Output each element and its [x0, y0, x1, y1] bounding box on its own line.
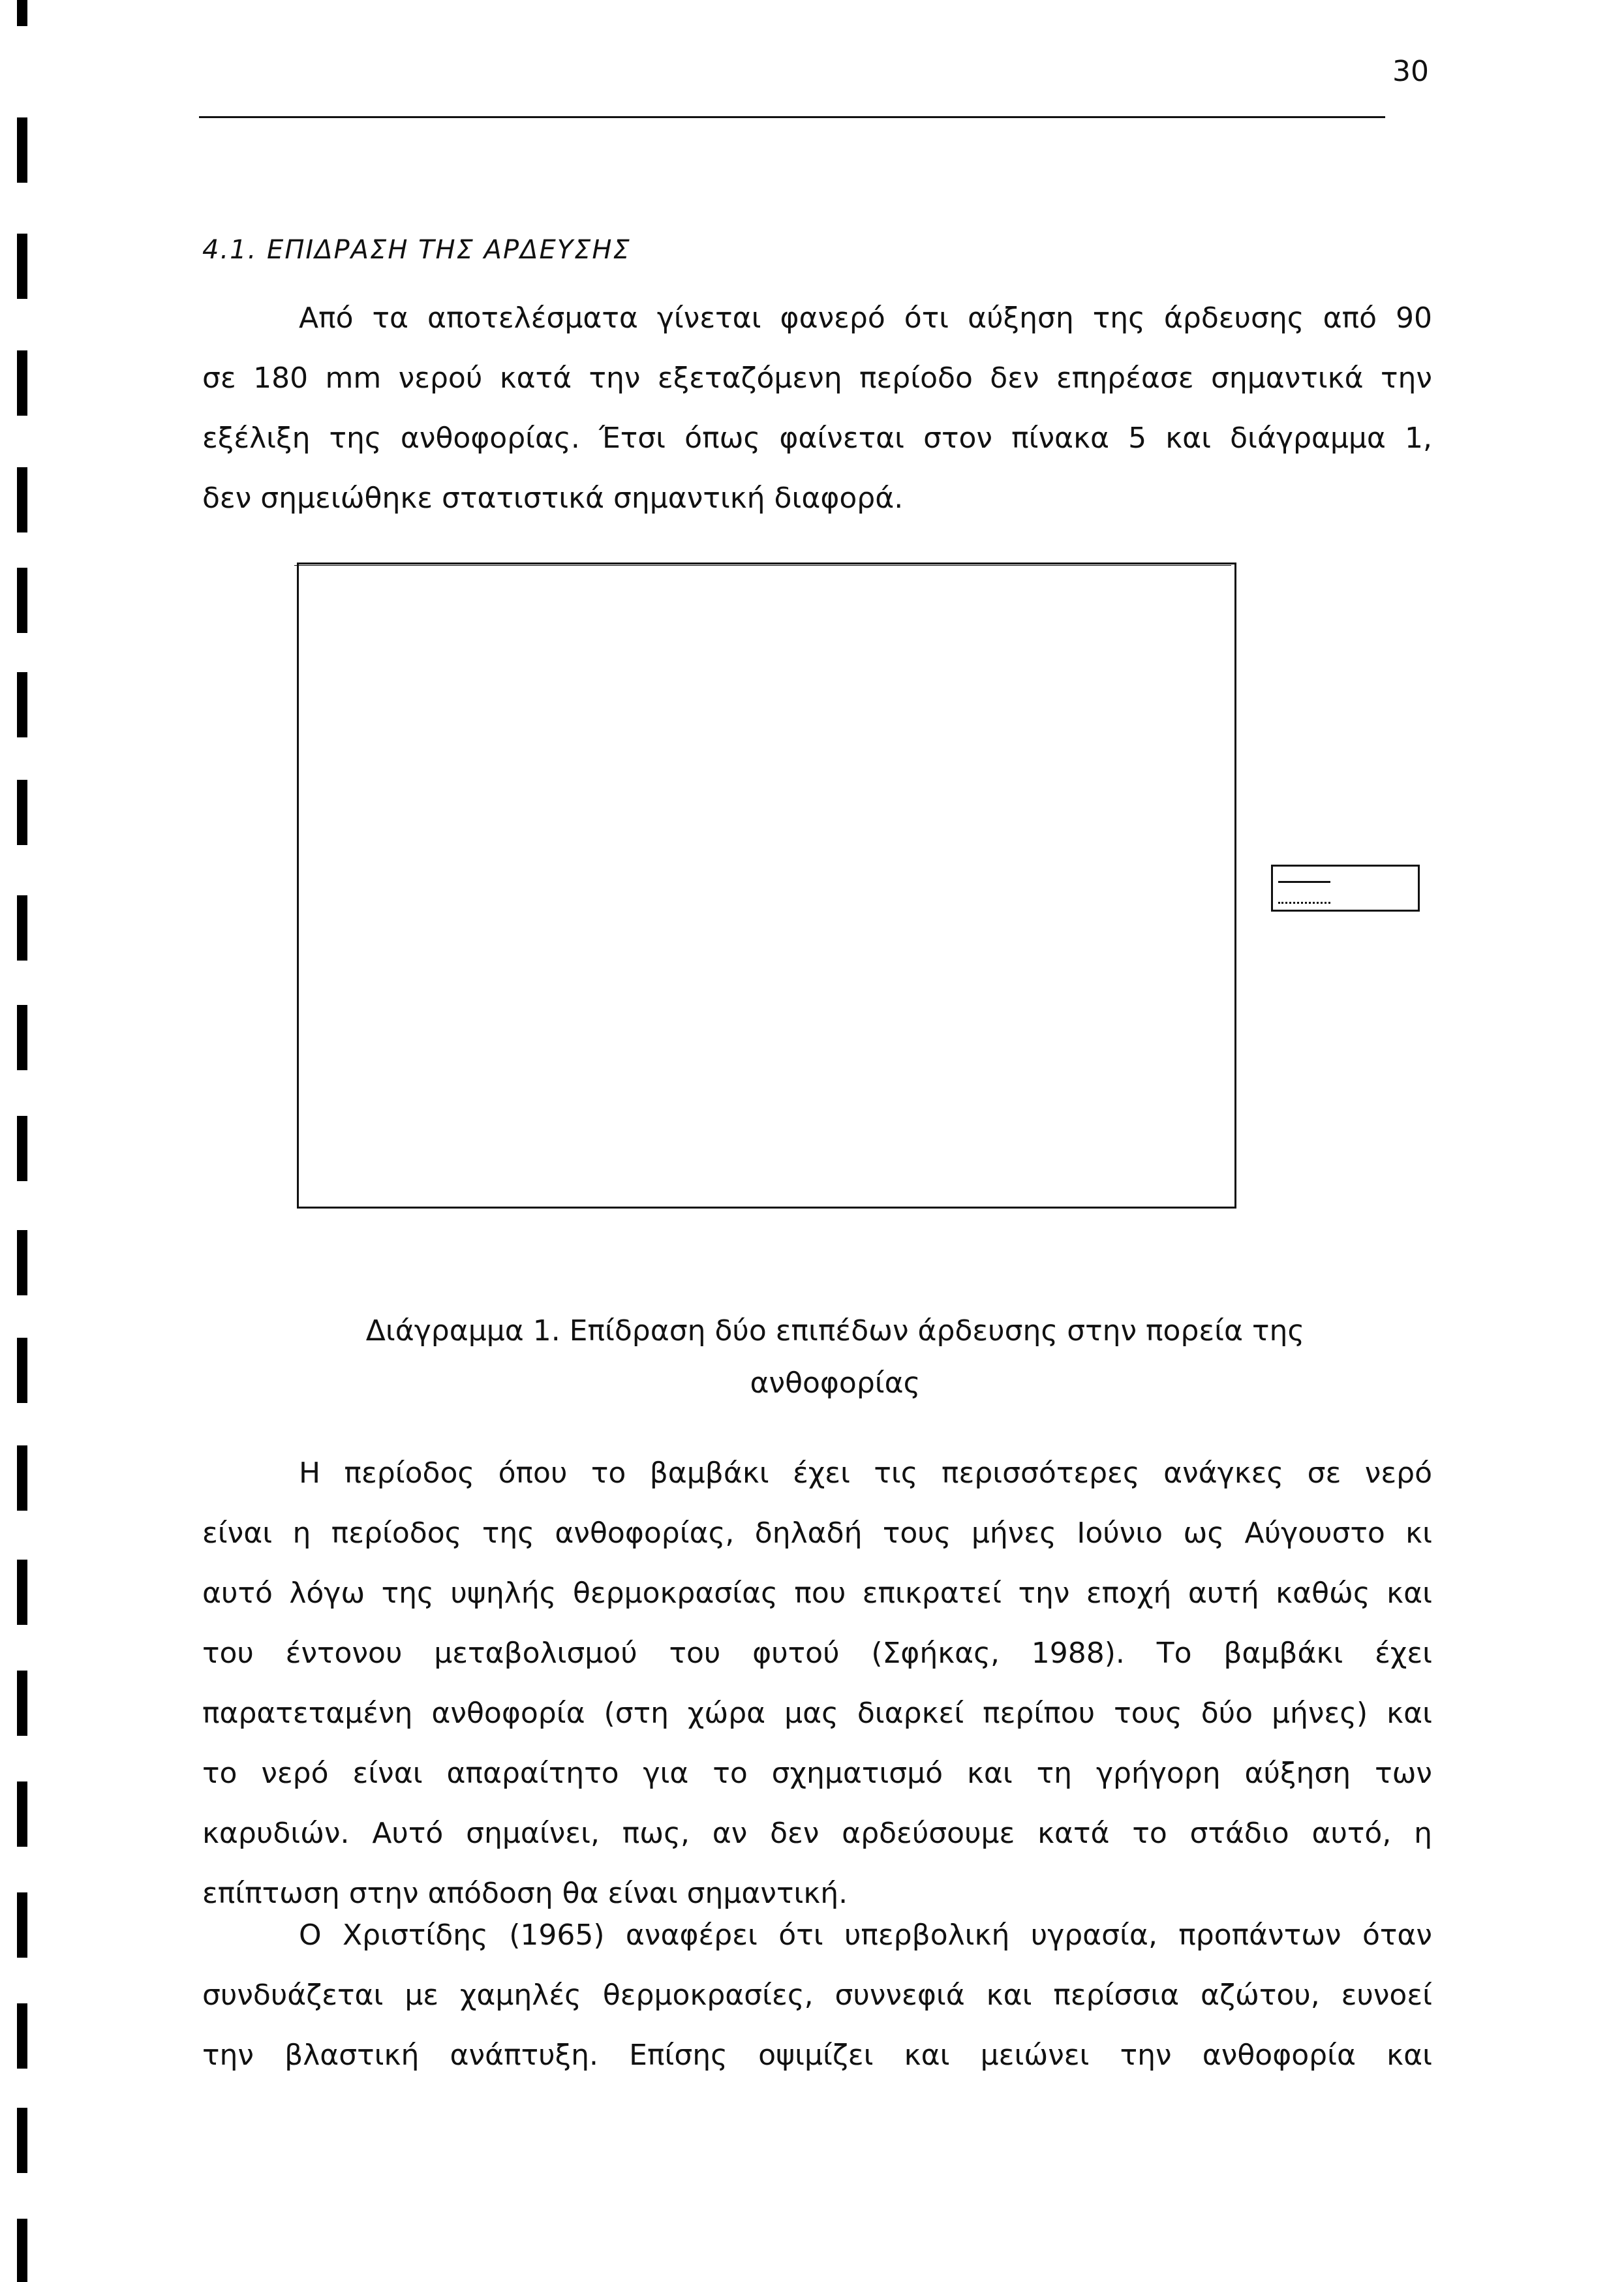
paragraph-line: συνδυάζεται με χαμηλές θερμοκρασίες, συννεφιά και περίσσια αζώτου, ευνοεί: [202, 1979, 1432, 2012]
binding-mark: [17, 2108, 27, 2173]
paragraph-line: είναι η περίοδος της ανθοφορίας, δηλαδή τους μήνες Ιούνιο ως Αύγουστο κι: [202, 1517, 1432, 1550]
binding-mark: [17, 1892, 27, 1958]
paragraph-line: του έντονου μεταβολισμού του φυτού (Σφήκας, 1988). Το βαμβάκι έχει: [202, 1637, 1432, 1670]
binding-mark: [17, 1671, 27, 1736]
paragraph-line: το νερό είναι απαραίτητο για το σχηματισμό και τη γρήγορη αύξηση των: [202, 1757, 1432, 1790]
body-paragraph: [202, 1905, 1432, 2086]
page-number: 30: [1392, 55, 1429, 88]
binding-mark: [17, 2219, 27, 2282]
binding-mark: [17, 568, 27, 633]
paragraph-line: Η περίοδος όπου το βαμβάκι έχει τις περισσότερες ανάγκες σε νερό: [299, 1457, 1432, 1490]
binding-mark: [17, 350, 27, 416]
binding-mark: [17, 1116, 27, 1181]
binding-mark: [17, 1781, 27, 1847]
paragraph-line: δεν σημειώθηκε στατιστικά σημαντική διαφορά.: [202, 482, 904, 515]
binding-mark: [17, 117, 27, 183]
binding-mark: [17, 2003, 27, 2069]
chart-legend: [1271, 865, 1420, 912]
paragraph-line: την βλαστική ανάπτυξη. Επίσης οψιμίζει και μειώνει την ανθοφορία και: [202, 2039, 1432, 2072]
binding-mark: [17, 780, 27, 845]
section-heading: 4.1. ΕΠΙΔΡΑΣΗ ΤΗΣ ΑΡΔΕΥΣΗΣ: [202, 235, 631, 265]
legend-solid-line: [1278, 881, 1330, 883]
binding-mark: [17, 1560, 27, 1625]
binding-mark: [17, 1005, 27, 1070]
binding-mark: [17, 1338, 27, 1403]
paragraph-line: επίπτωση στην απόδοση θα είναι σημαντική.: [202, 1877, 848, 1910]
paragraph-line: καρυδιών. Αυτό σημαίνει, πως, αν δεν αρδεύσουμε κατά το στάδιο αυτό, η: [202, 1817, 1432, 1850]
chart-frame: [297, 563, 1236, 1209]
paragraph-line: αυτό λόγω της υψηλής θερμοκρασίας που επικρατεί την εποχή αυτή καθώς και: [202, 1577, 1432, 1610]
binding-mark: [17, 0, 27, 26]
paragraph-line: σε 180 mm νερού κατά την εξεταζόμενη περίοδο δεν επηρέασε σημαντικά την: [202, 362, 1432, 395]
paragraph-line: εξέλιξη της ανθοφορίας. Έτσι όπως φαίνεται στον πίνακα 5 και διάγραμμα 1,: [202, 422, 1432, 455]
intro-paragraph: [202, 288, 1432, 529]
caption-line: ανθοφορίας: [750, 1366, 921, 1400]
binding-mark: [17, 1445, 27, 1511]
binding-mark: [17, 234, 27, 299]
header-rule: [199, 116, 1385, 118]
body-paragraph: [202, 1443, 1432, 1924]
caption-line: Διάγραμμα 1. Επίδραση δύο επιπέδων άρδευσης στην πορεία της: [365, 1314, 1305, 1348]
binding-mark: [17, 1230, 27, 1295]
binding-mark: [17, 672, 27, 737]
binding-mark: [17, 895, 27, 961]
figure-caption: [313, 1305, 1357, 1410]
paragraph-line: παρατεταμένη ανθοφορία (στη χώρα μας διαρκεί περίπου τους δύο μήνες) και: [202, 1697, 1432, 1730]
paragraph-line: Ο Χριστίδης (1965) αναφέρει ότι υπερβολική υγρασία, προπάντων όταν: [299, 1919, 1432, 1952]
legend-dotted-line: [1278, 902, 1330, 904]
binding-mark: [17, 467, 27, 532]
paragraph-line: Από τα αποτελέσματα γίνεται φανερό ότι αύξηση της άρδευσης από 90: [299, 301, 1432, 335]
